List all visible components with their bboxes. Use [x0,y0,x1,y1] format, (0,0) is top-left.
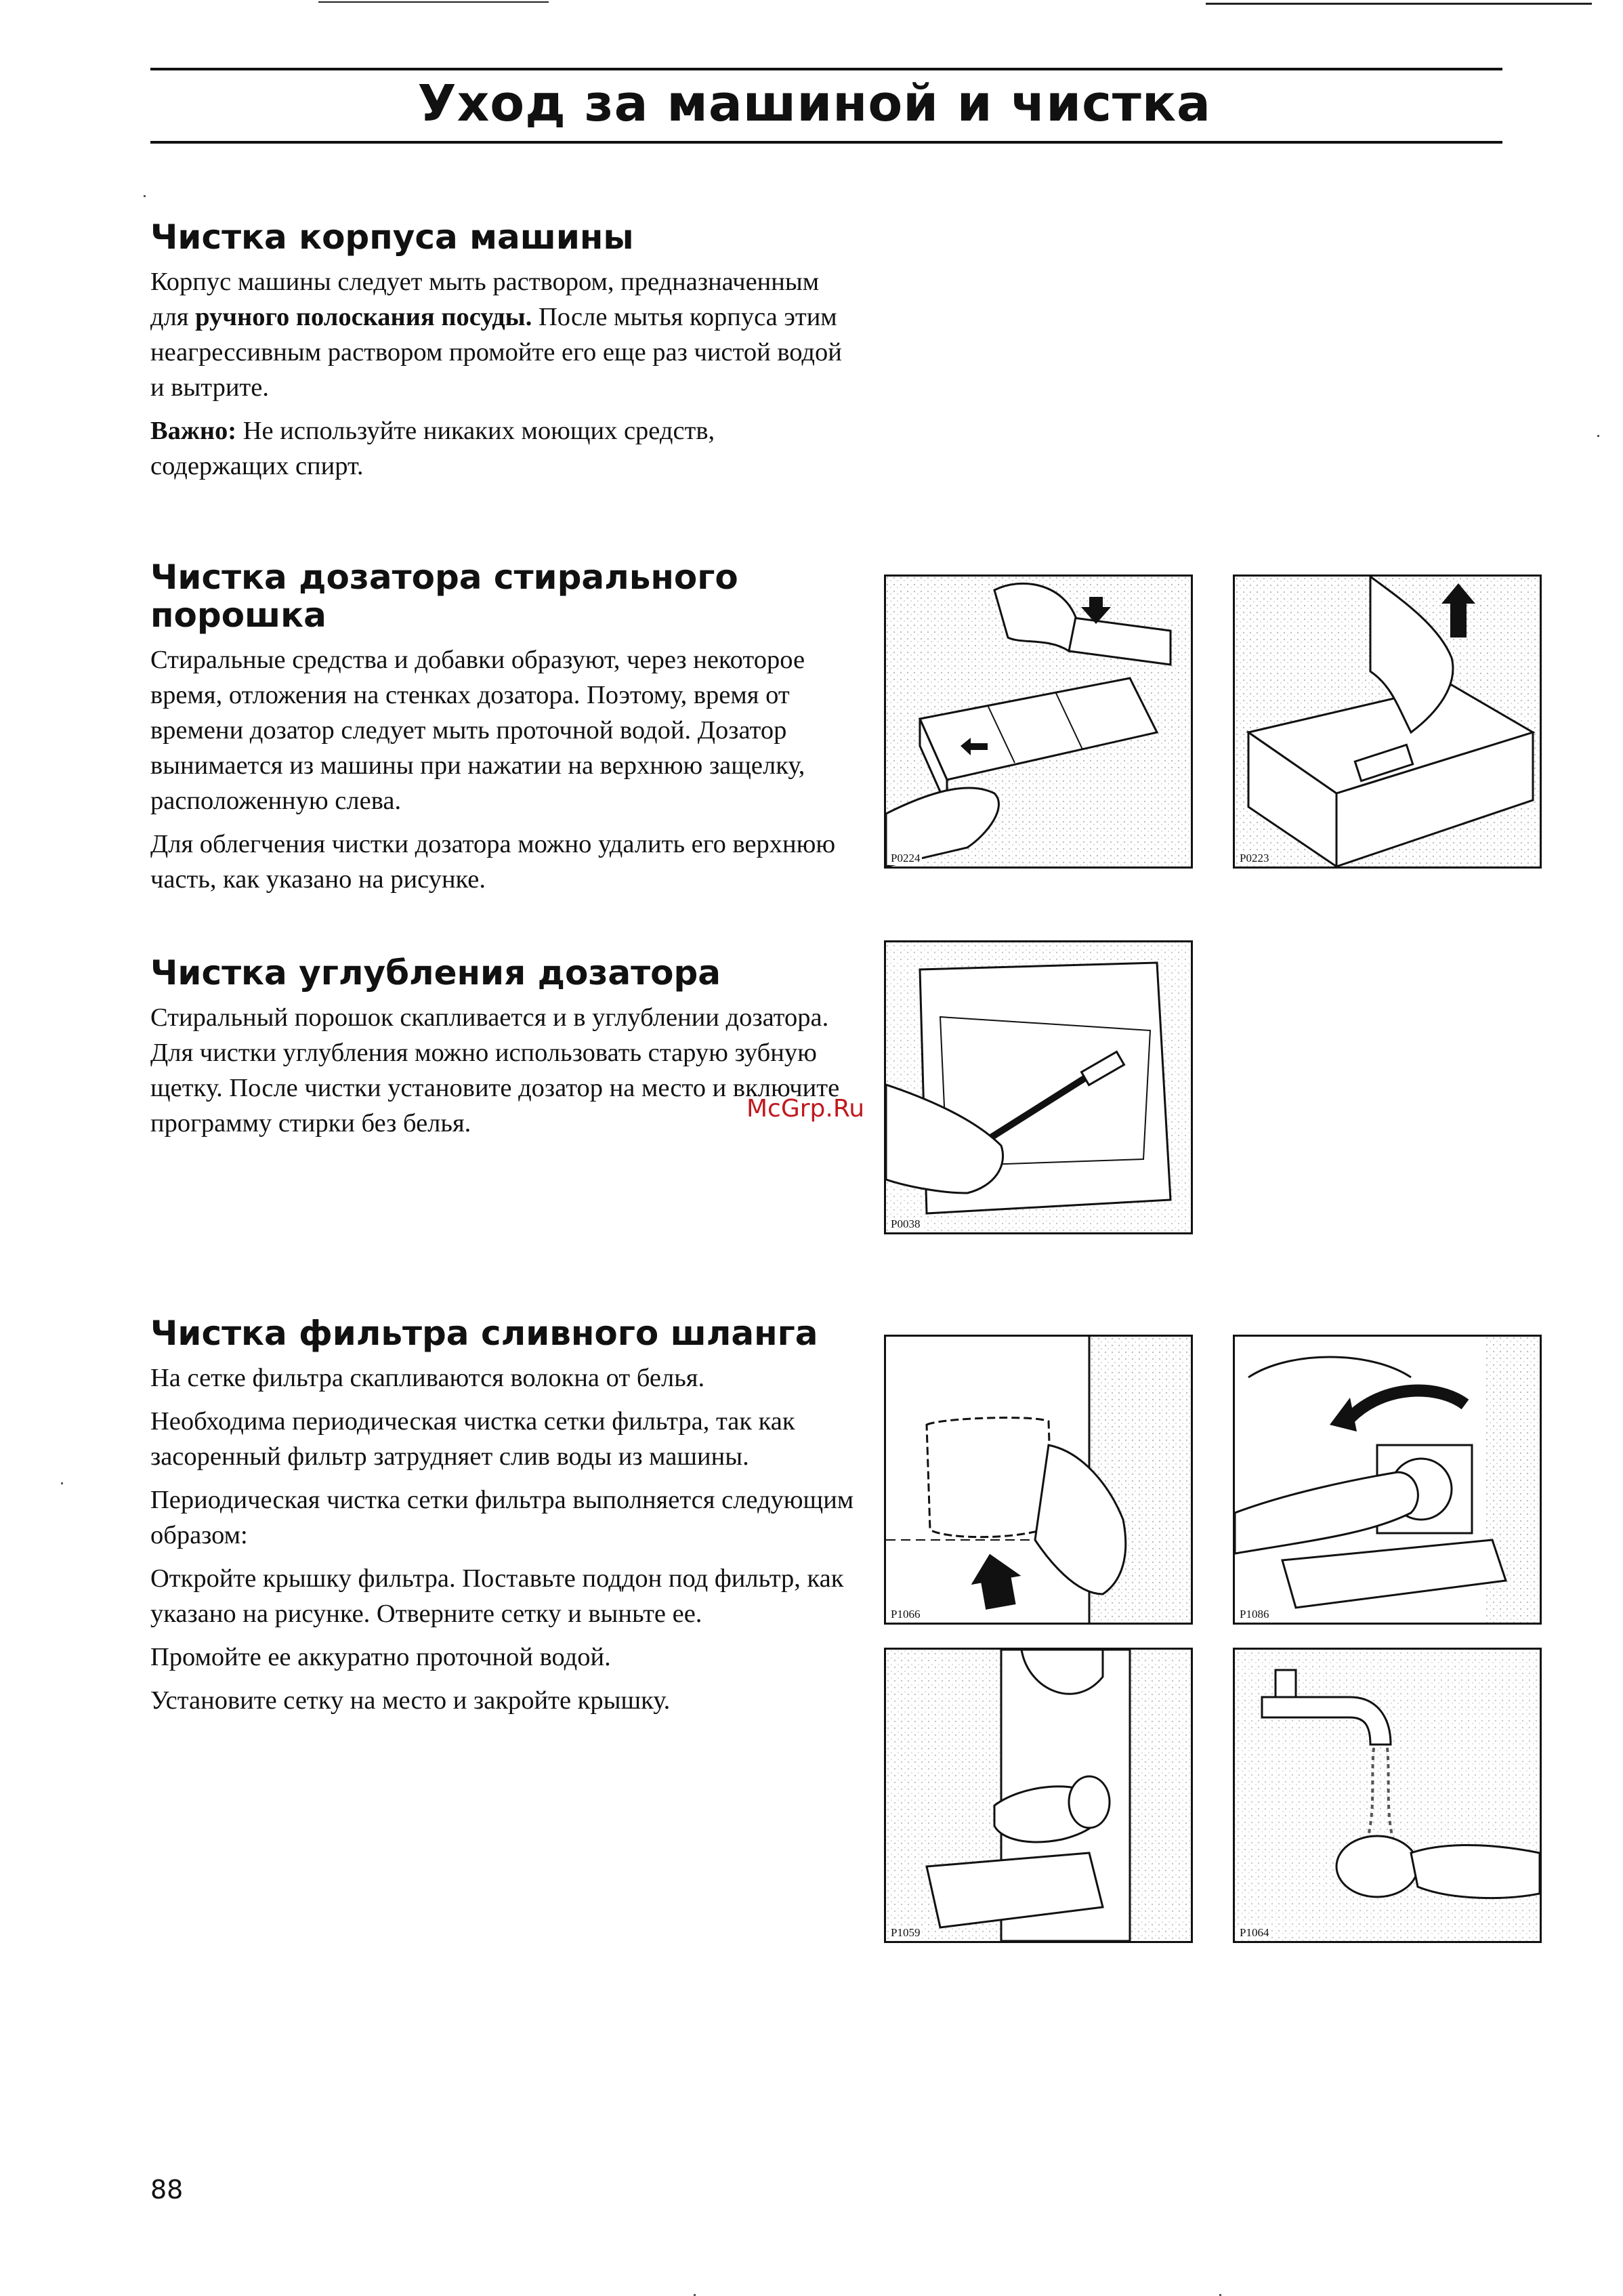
paragraph: На сетке фильтра скапливаются волокна от белья. [150,1364,705,1392]
figure-code: P0224 [889,852,922,865]
watermark: McGrp.Ru [746,1095,865,1123]
top-rule [318,1,549,3]
paragraph: Стиральный порошок скапливается и в углублении дозатора. Для чистки углубления можно использовать старую зубную щетку. После чистки установите дозатор на место и включите программу стирки без белья. [150,1003,840,1137]
dispenser-top-removal-illustration [1235,577,1540,867]
toothbrush-cleaning-illustration [886,942,1191,1232]
section-body-cleaning [150,218,855,484]
paragraph: Промойте ее аккуратно проточной водой. [150,1643,611,1671]
filter-cover-open-illustration [886,1337,1191,1623]
top-rule [1206,3,1592,5]
paragraph: Корпус машины следует мыть раствором, предназначенным для ручного полоскания посуды. После мытья корпуса этим неагрессивным раствором промойте его еще раз чистой водой и вытрите. [150,268,842,402]
section-heading: Чистка дозатора стирального порошка [150,558,738,635]
section-heading: Чистка фильтра сливного шланга [150,1314,818,1353]
paragraph: Для облегчения чистки дозатора можно удалить его верхнюю часть, как указано на рисунке. [150,830,836,894]
figure-filter-rinse [1233,1648,1542,1943]
dispenser-removal-illustration [886,577,1191,867]
paragraph: Необходима периодическая чистка сетки фильтра, так как засоренный фильтр затрудняет слив воды из машины. [150,1407,795,1471]
section-dispenser-cleaning [150,558,855,897]
page-title: Уход за машиной и чистка [417,75,1211,133]
figure-code: P0038 [889,1217,922,1231]
figure-code: P1059 [889,1926,922,1940]
page-number: 88 [150,2175,184,2205]
section-heading: Чистка корпуса машины [150,217,634,257]
figure-code: P1064 [1238,1926,1271,1940]
figure-filter-cover [884,1335,1193,1625]
section-heading: Чистка углубления дозатора [150,953,721,993]
figure-filter-unscrew [1233,1335,1542,1625]
scan-speck [1597,435,1599,437]
paragraph: Периодическая чистка сетки фильтра выполняется следующим образом: [150,1486,854,1549]
title-block [150,68,1502,144]
section-filter-cleaning [150,1314,855,1718]
filter-removed-illustration [886,1650,1191,1941]
figure-recess-cleaning [884,940,1193,1234]
figure-dispenser-removal [884,575,1193,869]
paragraph: Стиральные средства и добавки образуют, через некоторое время, отложения на стенках дозатора. Поэтому, время от времени дозатор следует мыть проточной водой. Дозатор вынимается из машины при нажатии на верхнюю защелку, расположенную слева. [150,646,805,815]
scan-speck [61,1482,63,1484]
paragraph: Установите сетку на место и закройте крышку. [150,1686,671,1715]
scan-speck [144,195,146,197]
figure-filter-removed [884,1648,1193,1943]
filter-unscrew-illustration [1235,1337,1540,1623]
paragraph: Откройте крышку фильтра. Поставьте поддон под фильтр, как указано на рисунке. Отверните сетку и выньте ее. [150,1564,844,1628]
figure-code: P0223 [1238,852,1271,865]
figure-code: P1066 [889,1608,922,1621]
filter-rinse-illustration [1235,1650,1540,1941]
figure-dispenser-top-removal [1233,575,1542,869]
figure-code: P1086 [1238,1608,1271,1621]
paragraph-important: Важно: Не используйте никаких моющих средств, содержащих спирт. [150,417,715,480]
